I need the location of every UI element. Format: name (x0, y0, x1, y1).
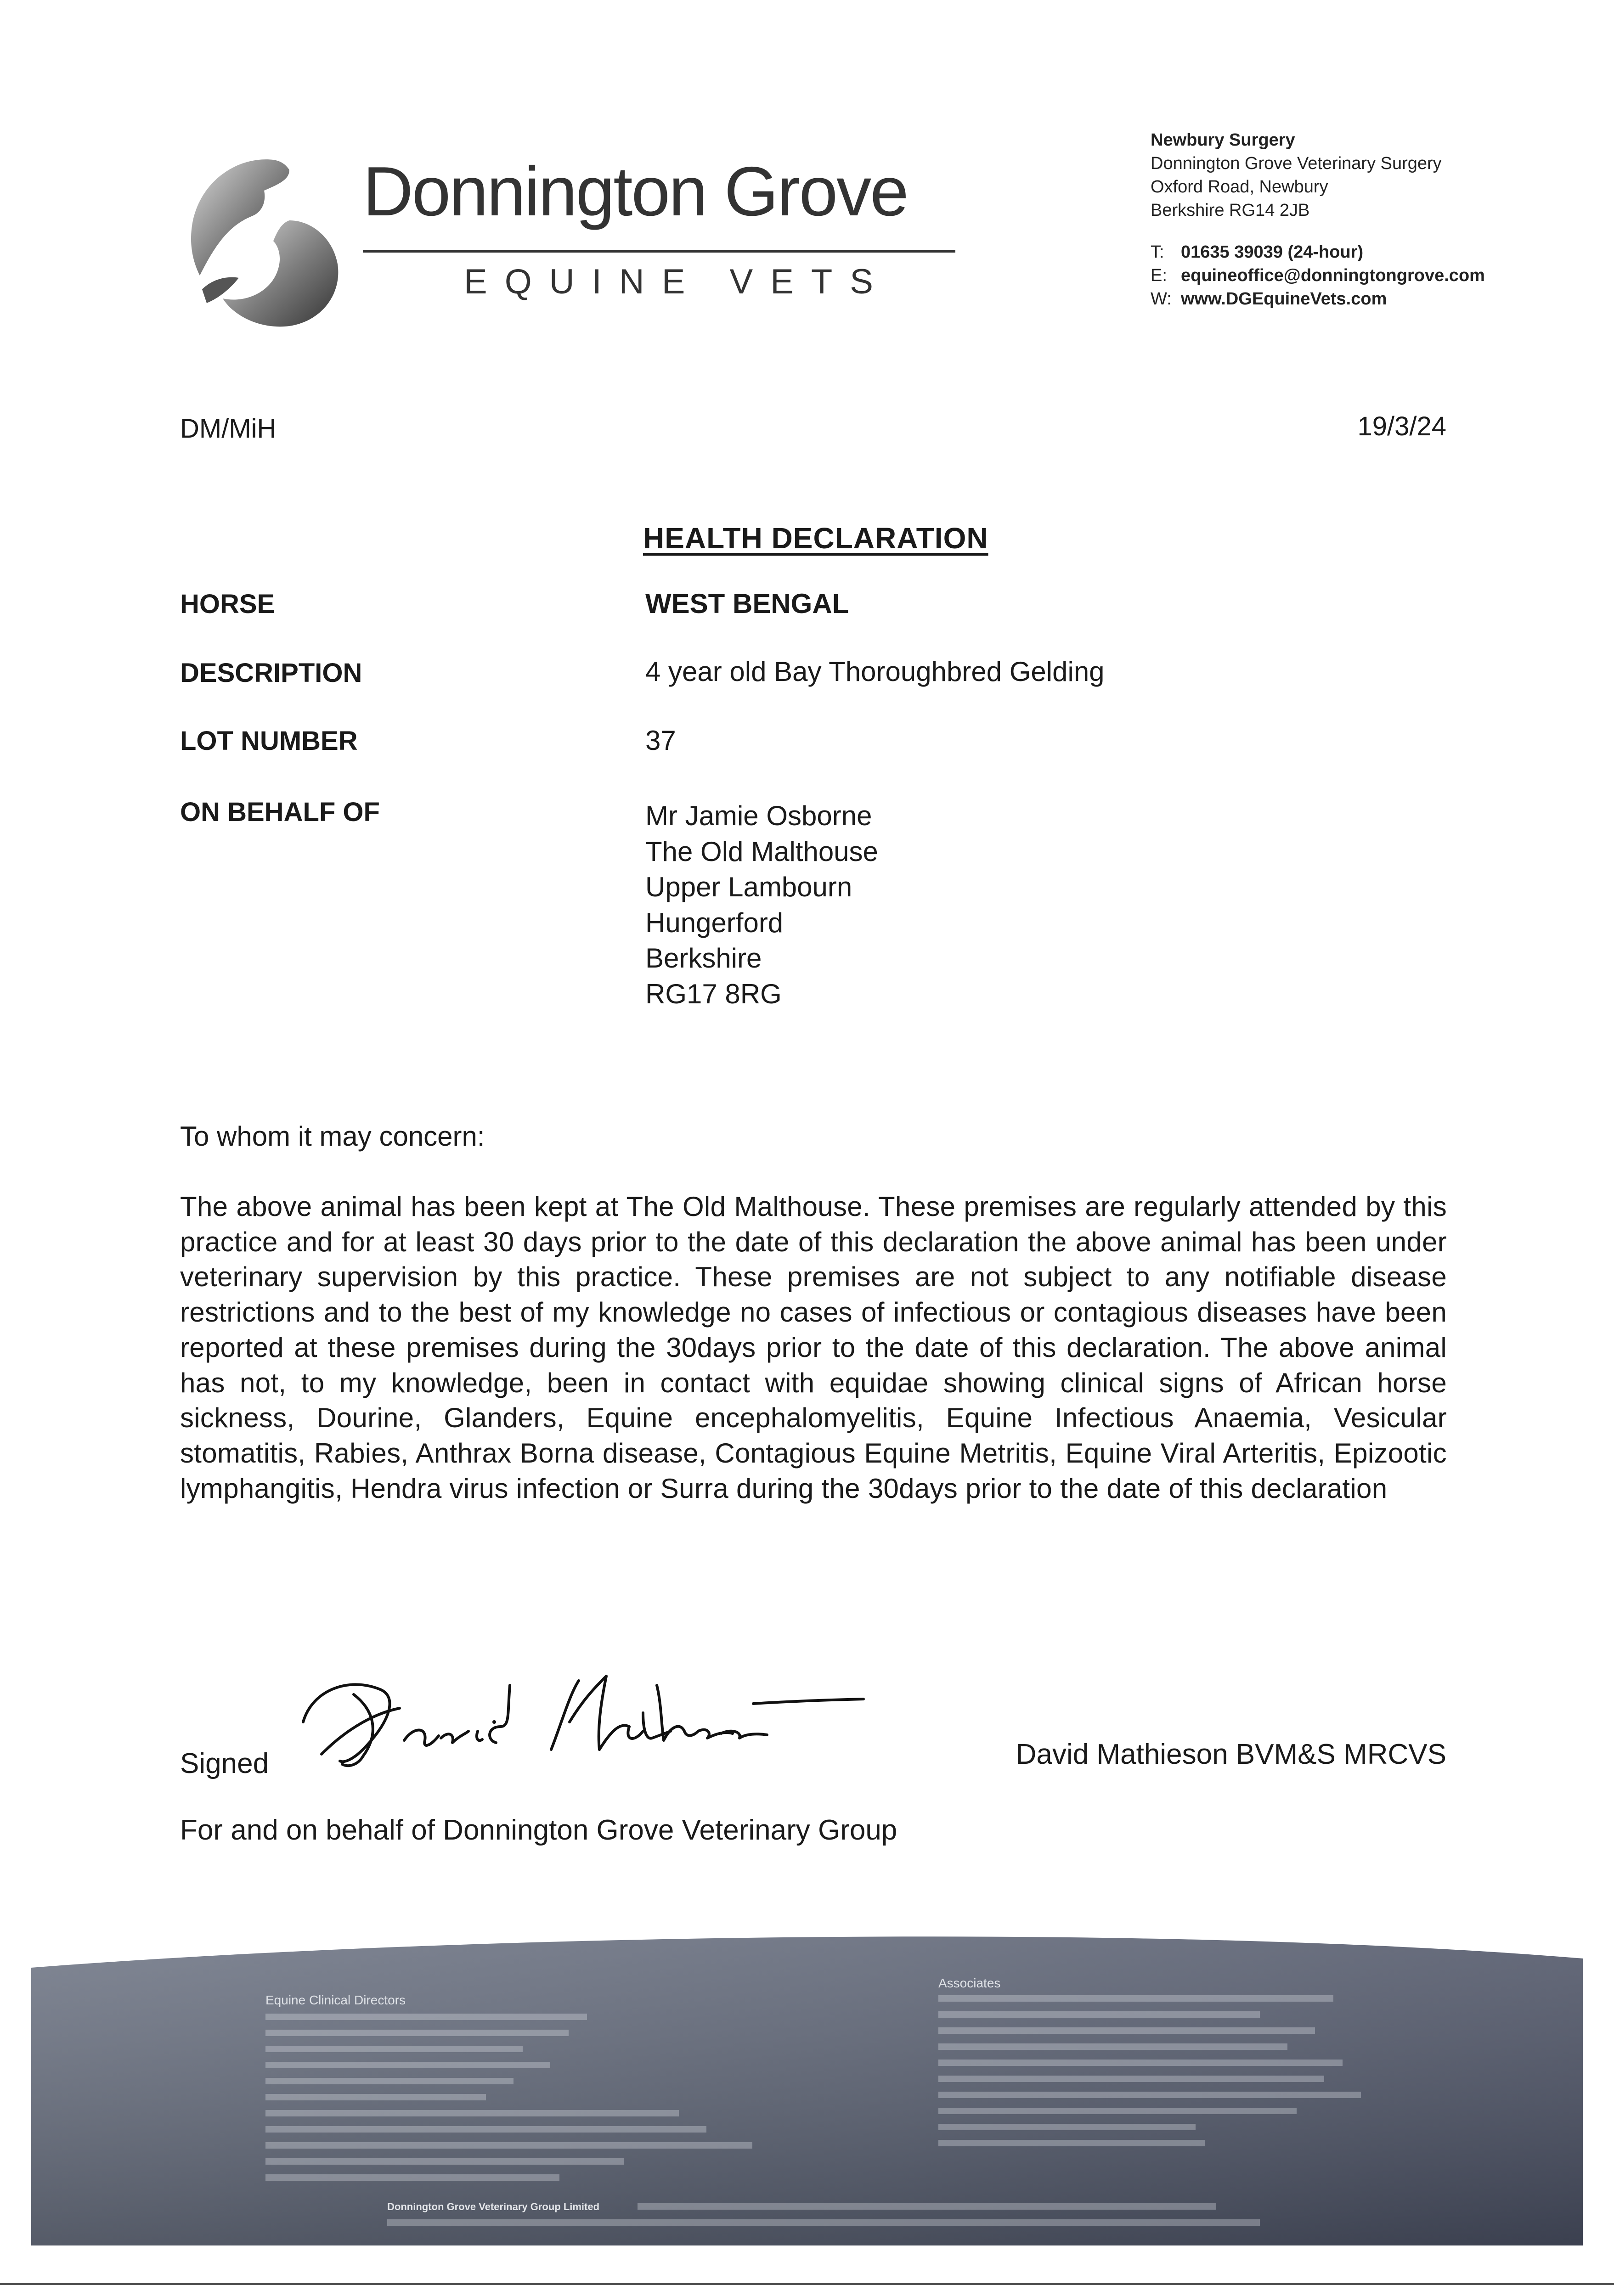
horse-name: WEST BENGAL (645, 588, 849, 619)
salutation: To whom it may concern: (180, 1121, 485, 1152)
horse-label: HORSE (180, 589, 275, 619)
office-name: Newbury Surgery (1151, 130, 1295, 150)
declaration-paragraph: The above animal has been kept at The Old Malthouse. These premises are regularly attended by this practice and for at least 30 days prior to the date of this declaration the above animal has been under veterinary supervision by this practice. These premises are not subject to any notifiable disease restrictions and to the best of my knowledge no cases of infectious or contagious diseases have been reported at these premises during the 30days prior to the date of this declaration. The above animal has not, to my knowledge, been in contact with equidae showing clinical signs of African horse sickness, Dourine, Glanders, Equine encephalomyelitis, Equine Infectious Anaemia, Vesicular stomatitis, Rabies, Anthrax Borna disease, Contagious Equine Metritis, Equine Viral Arteritis, Epizootic lymphangitis, Hendra virus infection or Surra during the 30days prior to the date of this declaration (180, 1191, 1447, 1504)
phone-label: T: (1151, 242, 1164, 262)
address-line: Berkshire RG14 2JB (1151, 201, 1310, 220)
brand-divider (363, 250, 955, 253)
page-edge-rule (0, 2283, 1614, 2285)
lot-number-value: 37 (645, 725, 676, 756)
associates-heading: Associates (938, 1976, 1001, 1990)
handwritten-signature (294, 1658, 882, 1777)
on-behalf-label: ON BEHALF OF (180, 797, 380, 827)
web-label: W: (1151, 289, 1172, 309)
email-label: E: (1151, 266, 1167, 285)
address-line: Berkshire (645, 943, 762, 974)
brand-subtitle: EQUINE VETS (464, 262, 891, 301)
email-link[interactable]: equineoffice@donningtongrove.com (1181, 266, 1485, 285)
horse-head-logo-icon (175, 152, 349, 331)
lot-number-label: LOT NUMBER (180, 726, 358, 756)
website-link[interactable]: www.DGEquineVets.com (1181, 289, 1387, 309)
address-line: RG17 8RG (645, 978, 782, 1009)
address-line: Donnington Grove Veterinary Surgery (1151, 154, 1442, 173)
description-value: 4 year old Bay Thoroughbred Gelding (645, 656, 1105, 687)
address-line: Oxford Road, Newbury (1151, 177, 1328, 197)
brand-name: Donnington Grove (363, 152, 908, 231)
signer-name: David Mathieson BVM&S MRCVS (1016, 1739, 1446, 1770)
address-line: Mr Jamie Osborne (645, 800, 872, 831)
on-behalf-line: For and on behalf of Donnington Grove Veterinary Group (180, 1814, 897, 1846)
letter-date: 19/3/24 (1357, 411, 1446, 441)
footer-text (31, 1926, 1583, 2245)
reference-code: DM/MiH (180, 414, 277, 444)
contact-block (1151, 129, 1485, 311)
page-title: HEALTH DECLARATION (643, 522, 988, 555)
signed-label: Signed (180, 1748, 269, 1779)
description-label: DESCRIPTION (180, 658, 362, 688)
owner-address (645, 798, 878, 1012)
address-line: Hungerford (645, 907, 784, 938)
directors-heading: Equine Clinical Directors (265, 1993, 406, 2007)
address-line: Upper Lambourn (645, 872, 852, 902)
phone-number: 01635 39039 (24-hour) (1181, 242, 1364, 262)
address-line: The Old Malthouse (645, 836, 878, 867)
company-name: Donnington Grove Veterinary Group Limited (387, 2201, 600, 2212)
